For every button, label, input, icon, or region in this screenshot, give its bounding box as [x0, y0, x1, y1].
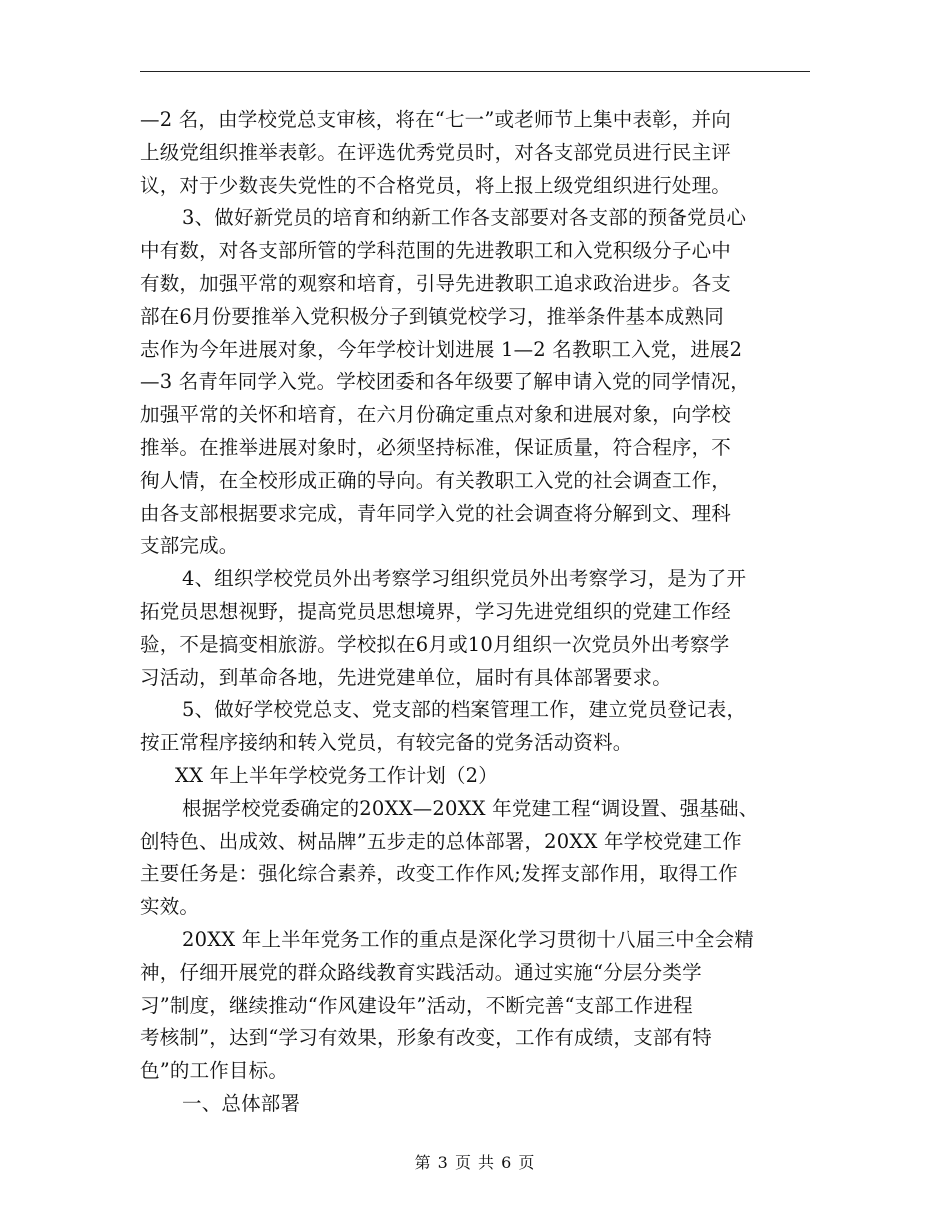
text-line: 部在6月份要推举入党积极分子到镇党校学习，推举条件基本成熟同: [140, 304, 724, 328]
page-number-footer: 第 3 页 共 6 页: [414, 1153, 536, 1172]
paragraph-start-line: 20XX 年上半年党务工作的重点是深化学习贯彻十八届三中全会精: [182, 927, 754, 951]
text-line: —2 名，由学校党总支审核，将在“七一”或老师节上集中表彰，并向: [140, 108, 731, 131]
text-line: 验，不是搞变相旅游。学校拟在6月或10月组织一次党员外出考察学: [140, 632, 730, 656]
document-body: [140, 104, 810, 1121]
text-line: 实效。: [140, 895, 200, 919]
section-heading: 一、总体部署: [182, 1091, 301, 1115]
text-line: 支部完成。: [140, 534, 239, 558]
paragraph-start-line: 根据学校党委确定的20XX—20XX 年党建工程“调设置、强基础、: [182, 796, 759, 820]
text-line: 创特色、出成效、树品牌”五步走的总体部署，20XX 年学校党建工作: [140, 829, 742, 853]
text-line: 拓党员思想视野，提高党员思想境界，学习先进党组织的党建工作经: [140, 599, 732, 623]
text-line: 有数，加强平常的观察和培育，引导先进教职工追求政治进步。各支: [140, 271, 732, 295]
paragraph-start-line: 5、做好学校党总支、党支部的档案管理工作，建立党员登记表，: [182, 698, 747, 722]
paragraph-start-line: 4、组织学校党员外出考察学习组织党员外出考察学习，是为了开: [182, 567, 747, 591]
text-line: 中有数，对各支部所管的学科范围的先进教职工和入党积级分子心中: [140, 239, 732, 263]
text-line: 按正常程序接纳和转入党员，有较完备的党务活动资料。: [140, 731, 633, 755]
section-title: XX 年上半年学校党务工作计划（2）: [175, 763, 498, 787]
text-line: 加强平常的关怀和培育，在六月份确定重点对象和进展对象，向学校: [140, 403, 732, 427]
text-line: 徇人情，在全校形成正确的导向。有关教职工入党的社会调查工作，: [140, 468, 732, 492]
text-line: 神，仔细开展党的群众路线教育实践活动。通过实施“分层分类学: [140, 960, 702, 984]
text-line: 考核制”，达到“学习有效果，形象有改变，工作有成绩，支部有特: [140, 1026, 712, 1050]
text-line: 议，对于少数丧失党性的不合格党员，将上报上级党组织进行处理。: [140, 173, 732, 197]
text-line: 由各支部根据要求完成，青年同学入党的社会调查将分解到文、理科: [140, 501, 732, 525]
text-line: 推举。在推举进展对象时，必须坚持标准，保证质量，符合程序，不: [140, 435, 732, 459]
header-rule: [140, 71, 810, 72]
paragraph-start-line: 3、做好新党员的培育和纳新工作各支部要对各支部的预备党员心: [182, 206, 747, 230]
text-line: —3 名青年同学入党。学校团委和各年级要了解申请入党的同学情况，: [140, 370, 751, 394]
text-line: 色”的工作目标。: [140, 1059, 289, 1083]
text-line: 主要任务是：强化综合素养，改变工作作风;发挥支部作用，取得工作: [140, 862, 738, 886]
text-line: 习活动，到革命各地，先进党建单位，届时有具体部署要求。: [140, 665, 672, 689]
text-line: 志作为今年进展对象，今年学校计划进展 1—2 名教职工入党，进展2: [140, 337, 743, 361]
text-line: 上级党组织推举表彰。在评选优秀党员时，对各支部党员进行民主评: [140, 140, 732, 164]
text-line: 习”制度，继续推动“作风建设年”活动，不断完善“支部工作进程: [140, 993, 693, 1017]
